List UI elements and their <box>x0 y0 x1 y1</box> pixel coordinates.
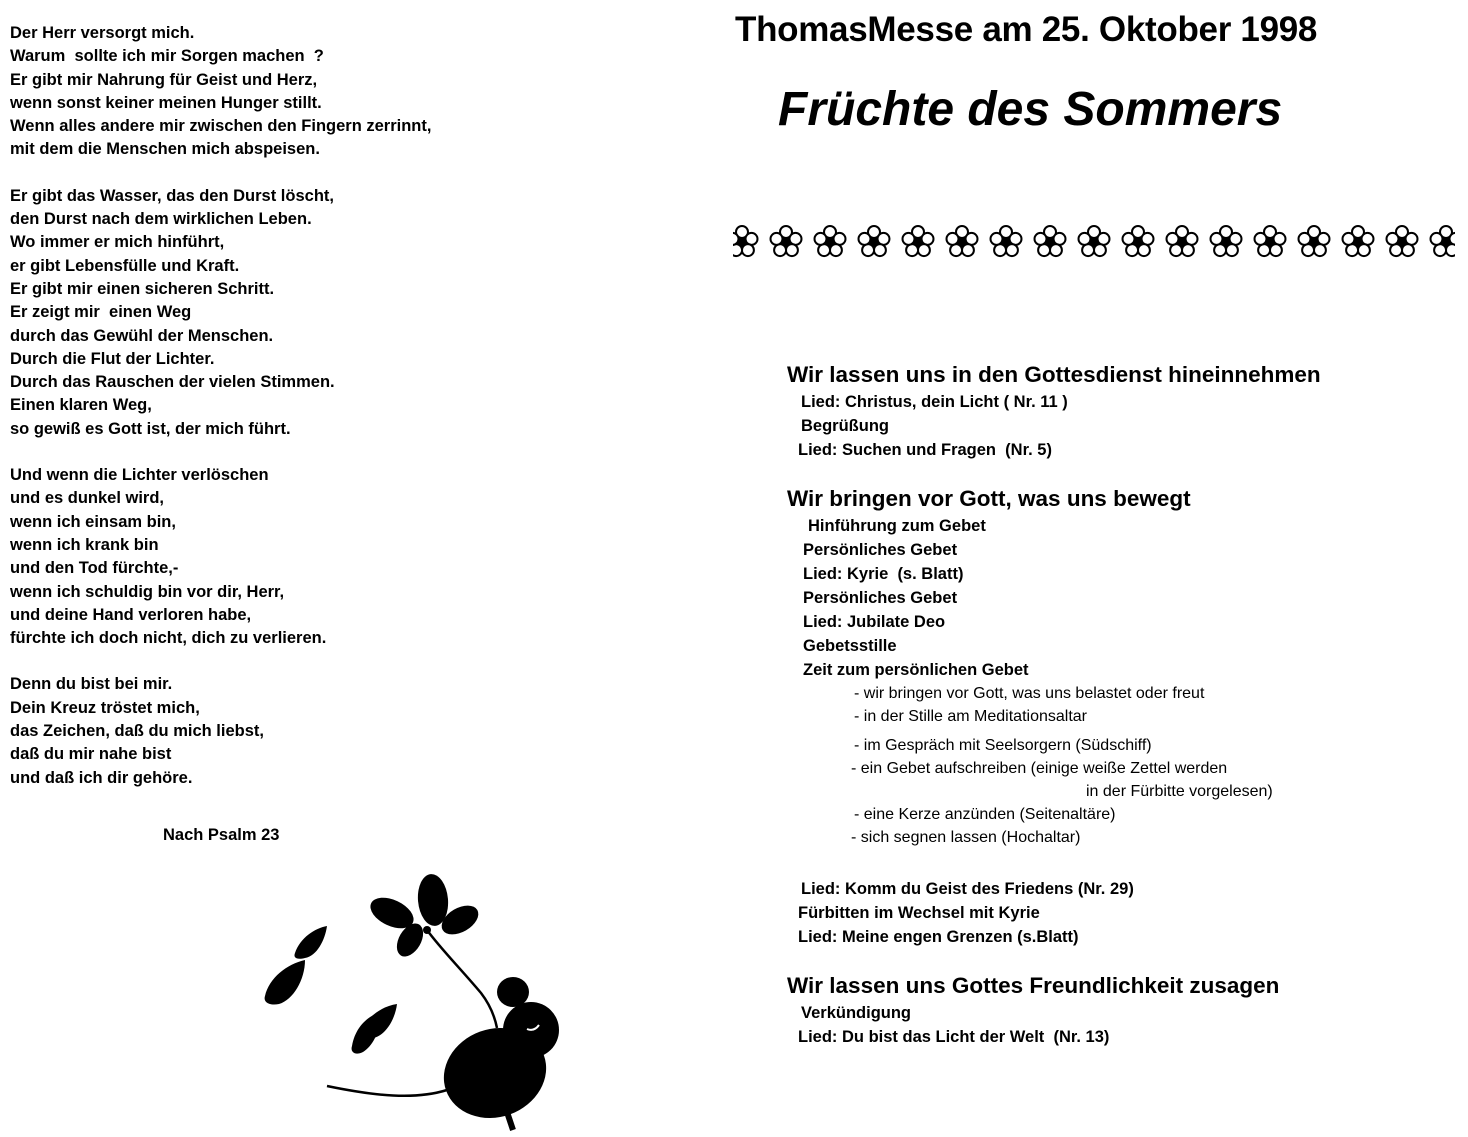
program-item: Gebetsstille <box>803 637 897 655</box>
program-item: Lied: Kyrie (s. Blatt) <box>803 565 964 583</box>
program-item: Lied: Jubilate Deo <box>803 613 946 631</box>
poem-line: fürchte ich doch nicht, dich zu verlieren. <box>10 629 327 648</box>
poem-stanza-1 <box>10 22 431 162</box>
poem-line: und deine Hand verloren habe, <box>10 605 252 624</box>
poem-line: Er gibt das Wasser, das den Durst löscht, <box>10 186 334 205</box>
program-item: Lied: Suchen und Fragen (Nr. 5) <box>798 441 1052 459</box>
flower-icon <box>1343 226 1374 256</box>
poem-line: Durch die Flut der Lichter. <box>10 349 215 368</box>
psalm-poem <box>10 22 431 813</box>
poem-line: Durch das Rauschen der vielen Stimmen. <box>10 373 335 392</box>
poem-line: Warum sollte ich mir Sorgen machen ? <box>10 47 324 66</box>
program-item: Persönliches Gebet <box>803 589 958 607</box>
poem-line: Einen klaren Weg, <box>10 396 152 415</box>
flower-icon <box>1079 226 1110 256</box>
water-drop <box>294 926 327 959</box>
flower-icon <box>815 226 846 256</box>
poem-line: durch das Gewühl der Menschen. <box>10 326 274 345</box>
poem-line: Er zeigt mir einen Weg <box>10 303 192 322</box>
flower-stem <box>427 930 497 1028</box>
program-item: Lied: Christus, dein Licht ( Nr. 11 ) <box>801 393 1068 411</box>
program-subitem: - in der Stille am Meditationsaltar <box>854 708 1087 725</box>
flower-icon <box>903 226 934 256</box>
flower-icon <box>859 226 890 256</box>
poem-line: Denn du bist bei mir. <box>10 675 173 694</box>
program-item: Hinführung zum Gebet <box>808 517 986 535</box>
program-section-1 <box>787 360 1447 462</box>
mouse-ear <box>497 977 529 1007</box>
program-subitem: - wir bringen vor Gott, was uns belastet oder freut <box>854 685 1205 702</box>
program-subitem: - ein Gebet aufschreiben (einige weiße Zettel werden <box>851 760 1228 777</box>
poem-line: so gewiß es Gott ist, der mich führt. <box>10 419 291 438</box>
poem-line: Wo immer er mich hinführt, <box>10 233 225 252</box>
poem-line: Der Herr versorgt mich. <box>10 24 195 42</box>
flower-icon <box>947 226 978 256</box>
service-program <box>787 360 1447 1071</box>
program-item: Begrüßung <box>801 417 889 435</box>
flower-icon <box>1299 226 1330 256</box>
poem-line: wenn ich schuldig bin vor dir, Herr, <box>10 582 285 601</box>
program-subitem: - im Gespräch mit Seelsorgern (Südschiff) <box>854 737 1152 754</box>
program-item: Lied: Du bist das Licht der Welt (Nr. 13) <box>798 1028 1110 1046</box>
poem-stanza-2 <box>10 185 431 441</box>
program-section-2 <box>787 484 1447 949</box>
poem-line: wenn ich einsam bin, <box>10 512 176 531</box>
program-section-3 <box>787 971 1447 1049</box>
program-item: Lied: Meine engen Grenzen (s.Blatt) <box>798 928 1079 946</box>
poem-line: er gibt Lebensfülle und Kraft. <box>10 256 240 275</box>
flower-icon <box>1387 226 1418 256</box>
mouse-with-flower-illustration <box>255 868 585 1133</box>
poem-line: Er gibt mir Nahrung für Geist und Herz, <box>10 70 318 89</box>
section-heading: Wir bringen vor Gott, was uns bewegt <box>787 486 1191 511</box>
program-item: Persönliches Gebet <box>803 541 958 559</box>
poem-line: und daß ich dir gehöre. <box>10 768 193 787</box>
poem-attribution: Nach Psalm 23 <box>163 826 280 844</box>
page-title: ThomasMesse am 25. Oktober 1998 <box>735 10 1318 49</box>
program-item: Verkündigung <box>801 1004 912 1022</box>
poem-stanza-3 <box>10 464 431 650</box>
flower-icon <box>1035 226 1066 256</box>
poem-line: wenn ich krank bin <box>10 535 159 554</box>
flower-icon <box>1431 226 1456 256</box>
poem-line: den Durst nach dem wirklichen Leben. <box>10 210 312 229</box>
page-subtitle: Früchte des Sommers <box>778 83 1283 136</box>
program-item: Zeit zum persönlichen Gebet <box>803 661 1029 679</box>
flower-icon <box>771 226 802 256</box>
flower-icon <box>1123 226 1154 256</box>
poem-line: mit dem die Menschen mich abspeisen. <box>10 140 320 159</box>
poem-stanza-4 <box>10 673 431 789</box>
poem-line: Dein Kreuz tröstet mich, <box>10 698 200 717</box>
flower-icon <box>733 226 758 256</box>
program-subitem: in der Fürbitte vorgelesen) <box>1086 783 1273 800</box>
flower-icon <box>1167 226 1198 256</box>
poem-line: Wenn alles andere mir zwischen den Fingern zerrinnt, <box>10 117 432 136</box>
spacer <box>787 849 1447 877</box>
program-subitem: - eine Kerze anzünden (Seitenaltäre) <box>854 806 1116 823</box>
section-heading: Wir lassen uns Gottes Freundlichkeit zusagen <box>787 973 1280 998</box>
flower-icon <box>1211 226 1242 256</box>
program-item: Fürbitten im Wechsel mit Kyrie <box>798 904 1040 922</box>
program-subitem: - sich segnen lassen (Hochaltar) <box>851 829 1081 846</box>
poem-line: daß du mir nahe bist <box>10 745 172 764</box>
flower-icon <box>991 226 1022 256</box>
mouse-tail <box>327 1086 447 1096</box>
water-drop <box>352 1012 381 1054</box>
poem-line: Und wenn die Lichter verlöschen <box>10 466 269 485</box>
flower-icon <box>1255 226 1286 256</box>
flower-border <box>733 224 1455 260</box>
section-heading: Wir lassen uns in den Gottesdienst hineinnehmen <box>787 362 1321 387</box>
poem-line: das Zeichen, daß du mich liebst, <box>10 722 264 741</box>
poem-line: wenn sonst keiner meinen Hunger stillt. <box>10 93 322 112</box>
poem-line: und den Tod fürchte,- <box>10 559 179 578</box>
water-drop <box>265 960 305 1005</box>
poem-line: Er gibt mir einen sicheren Schritt. <box>10 279 275 298</box>
poem-line: und es dunkel wird, <box>10 489 165 508</box>
program-item: Lied: Komm du Geist des Friedens (Nr. 29) <box>801 880 1134 898</box>
